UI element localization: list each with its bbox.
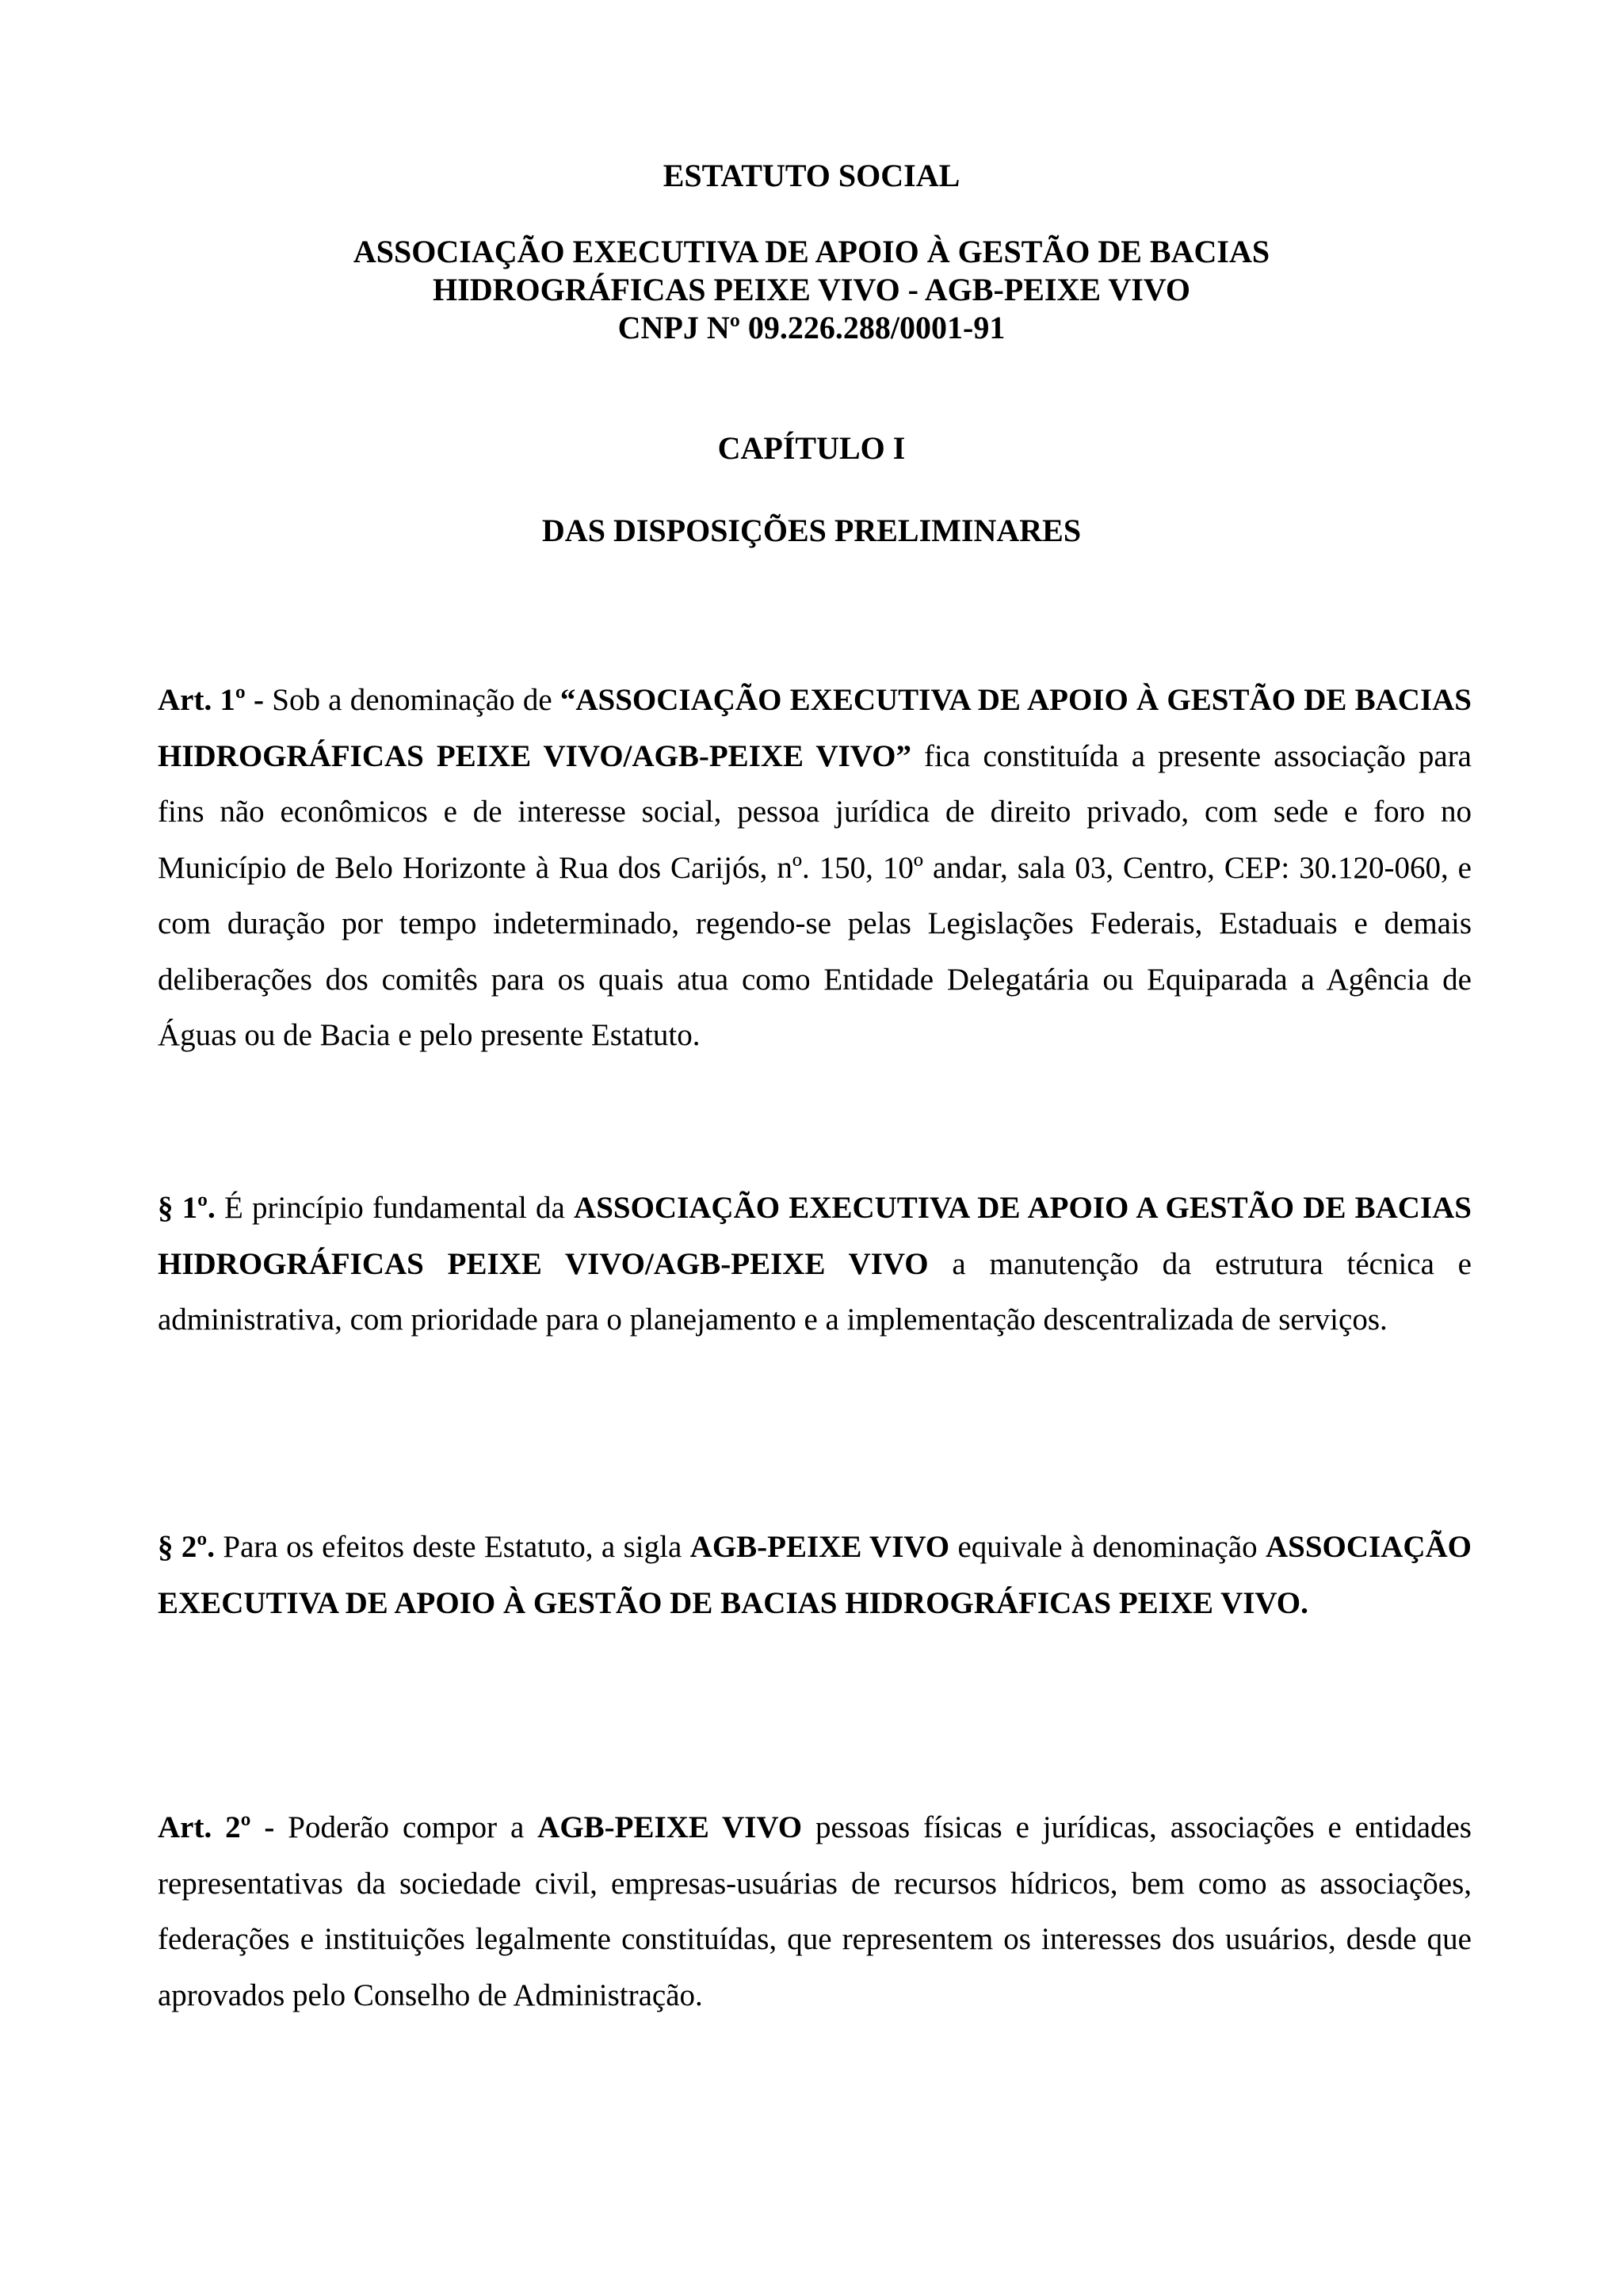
article-2-text-b: pessoas físicas e jurídicas, associações e entidades representativas da sociedade civil, empresas-usuárias de recursos hídricos, bem como as associações, federações e instituições legalmente constituídas, que representem os interesses dos usuários, desde que aprovados pelo Conselho de Administração. xyxy=(158,1810,1472,2012)
paragraph-2 xyxy=(158,1520,1472,1631)
paragraph-2-text-a: Para os efeitos deste Estatuto, a sigla xyxy=(215,1530,690,1564)
document-title: ESTATUTO SOCIAL xyxy=(663,158,960,193)
association-name-line-2: HIDROGRÁFICAS PEIXE VIVO - AGB-PEIXE VIVO xyxy=(433,272,1190,307)
article-2-acronym: AGB-PEIXE VIVO xyxy=(537,1810,803,1844)
article-2 xyxy=(158,1800,1472,2023)
article-2-text-a: Poderão compor a xyxy=(274,1810,538,1844)
article-1-entity-name: “ASSOCIAÇÃO EXECUTIVA DE APOIO À GESTÃO DE BACIAS HIDROGRÁFICAS PEIXE VIVO/AGB-PEIXE VIVO” xyxy=(158,683,1472,773)
paragraph-2-entity-name: ASSOCIAÇÃO EXECUTIVA DE APOIO À GESTÃO DE BACIAS HIDROGRÁFICAS PEIXE VIVO. xyxy=(158,1530,1472,1620)
article-1-text-b: fica constituída a presente associação para fins não econômicos e de interesse social, pessoa jurídica de direito privado, com sede e foro no Município de Belo Horizonte à Rua dos Carijós, nº. 150, 10º andar, sala 03, Centro, CEP: 30.120-060, e com duração por tempo indeterminado, regendo-se pelas Legislações Federais, Estaduais e demais deliberações dos comitês para os quais atua como Entidade Delegatária ou Equiparada a Agência de Águas ou de Bacia e pelo presente Estatuto. xyxy=(158,738,1472,1052)
cnpj-number: CNPJ Nº 09.226.288/0001-91 xyxy=(617,310,1006,345)
paragraph-1 xyxy=(158,1180,1472,1348)
article-1 xyxy=(158,673,1472,1064)
paragraph-2-label: § 2º. xyxy=(158,1530,216,1564)
section-heading: DAS DISPOSIÇÕES PRELIMINARES xyxy=(541,513,1082,548)
article-1-text-a: Sob a denominação de xyxy=(264,683,560,717)
paragraph-2-acronym: AGB-PEIXE VIVO xyxy=(689,1530,950,1564)
association-heading xyxy=(0,233,1623,347)
chapter-heading: CAPÍTULO I xyxy=(717,430,906,466)
paragraph-1-text-a: É princípio fundamental da xyxy=(215,1191,575,1225)
article-2-label: Art. 2º - xyxy=(158,1810,275,1844)
paragraph-1-text-b: a manutenção da estrutura técnica e administrativa, com prioridade para o planejamento e a implementação descentralizada de serviços. xyxy=(158,1246,1472,1337)
association-name-line-1: ASSOCIAÇÃO EXECUTIVA DE APOIO À GESTÃO DE BACIAS xyxy=(353,234,1270,269)
paragraph-1-label: § 1º. xyxy=(158,1191,216,1225)
paragraph-1-entity-name: ASSOCIAÇÃO EXECUTIVA DE APOIO A GESTÃO DE BACIAS HIDROGRÁFICAS PEIXE VIVO/AGB-PEIXE VIVO xyxy=(158,1191,1472,1281)
article-1-label: Art. 1º - xyxy=(158,683,265,717)
paragraph-2-text-b: equivale à denominação xyxy=(949,1530,1266,1564)
